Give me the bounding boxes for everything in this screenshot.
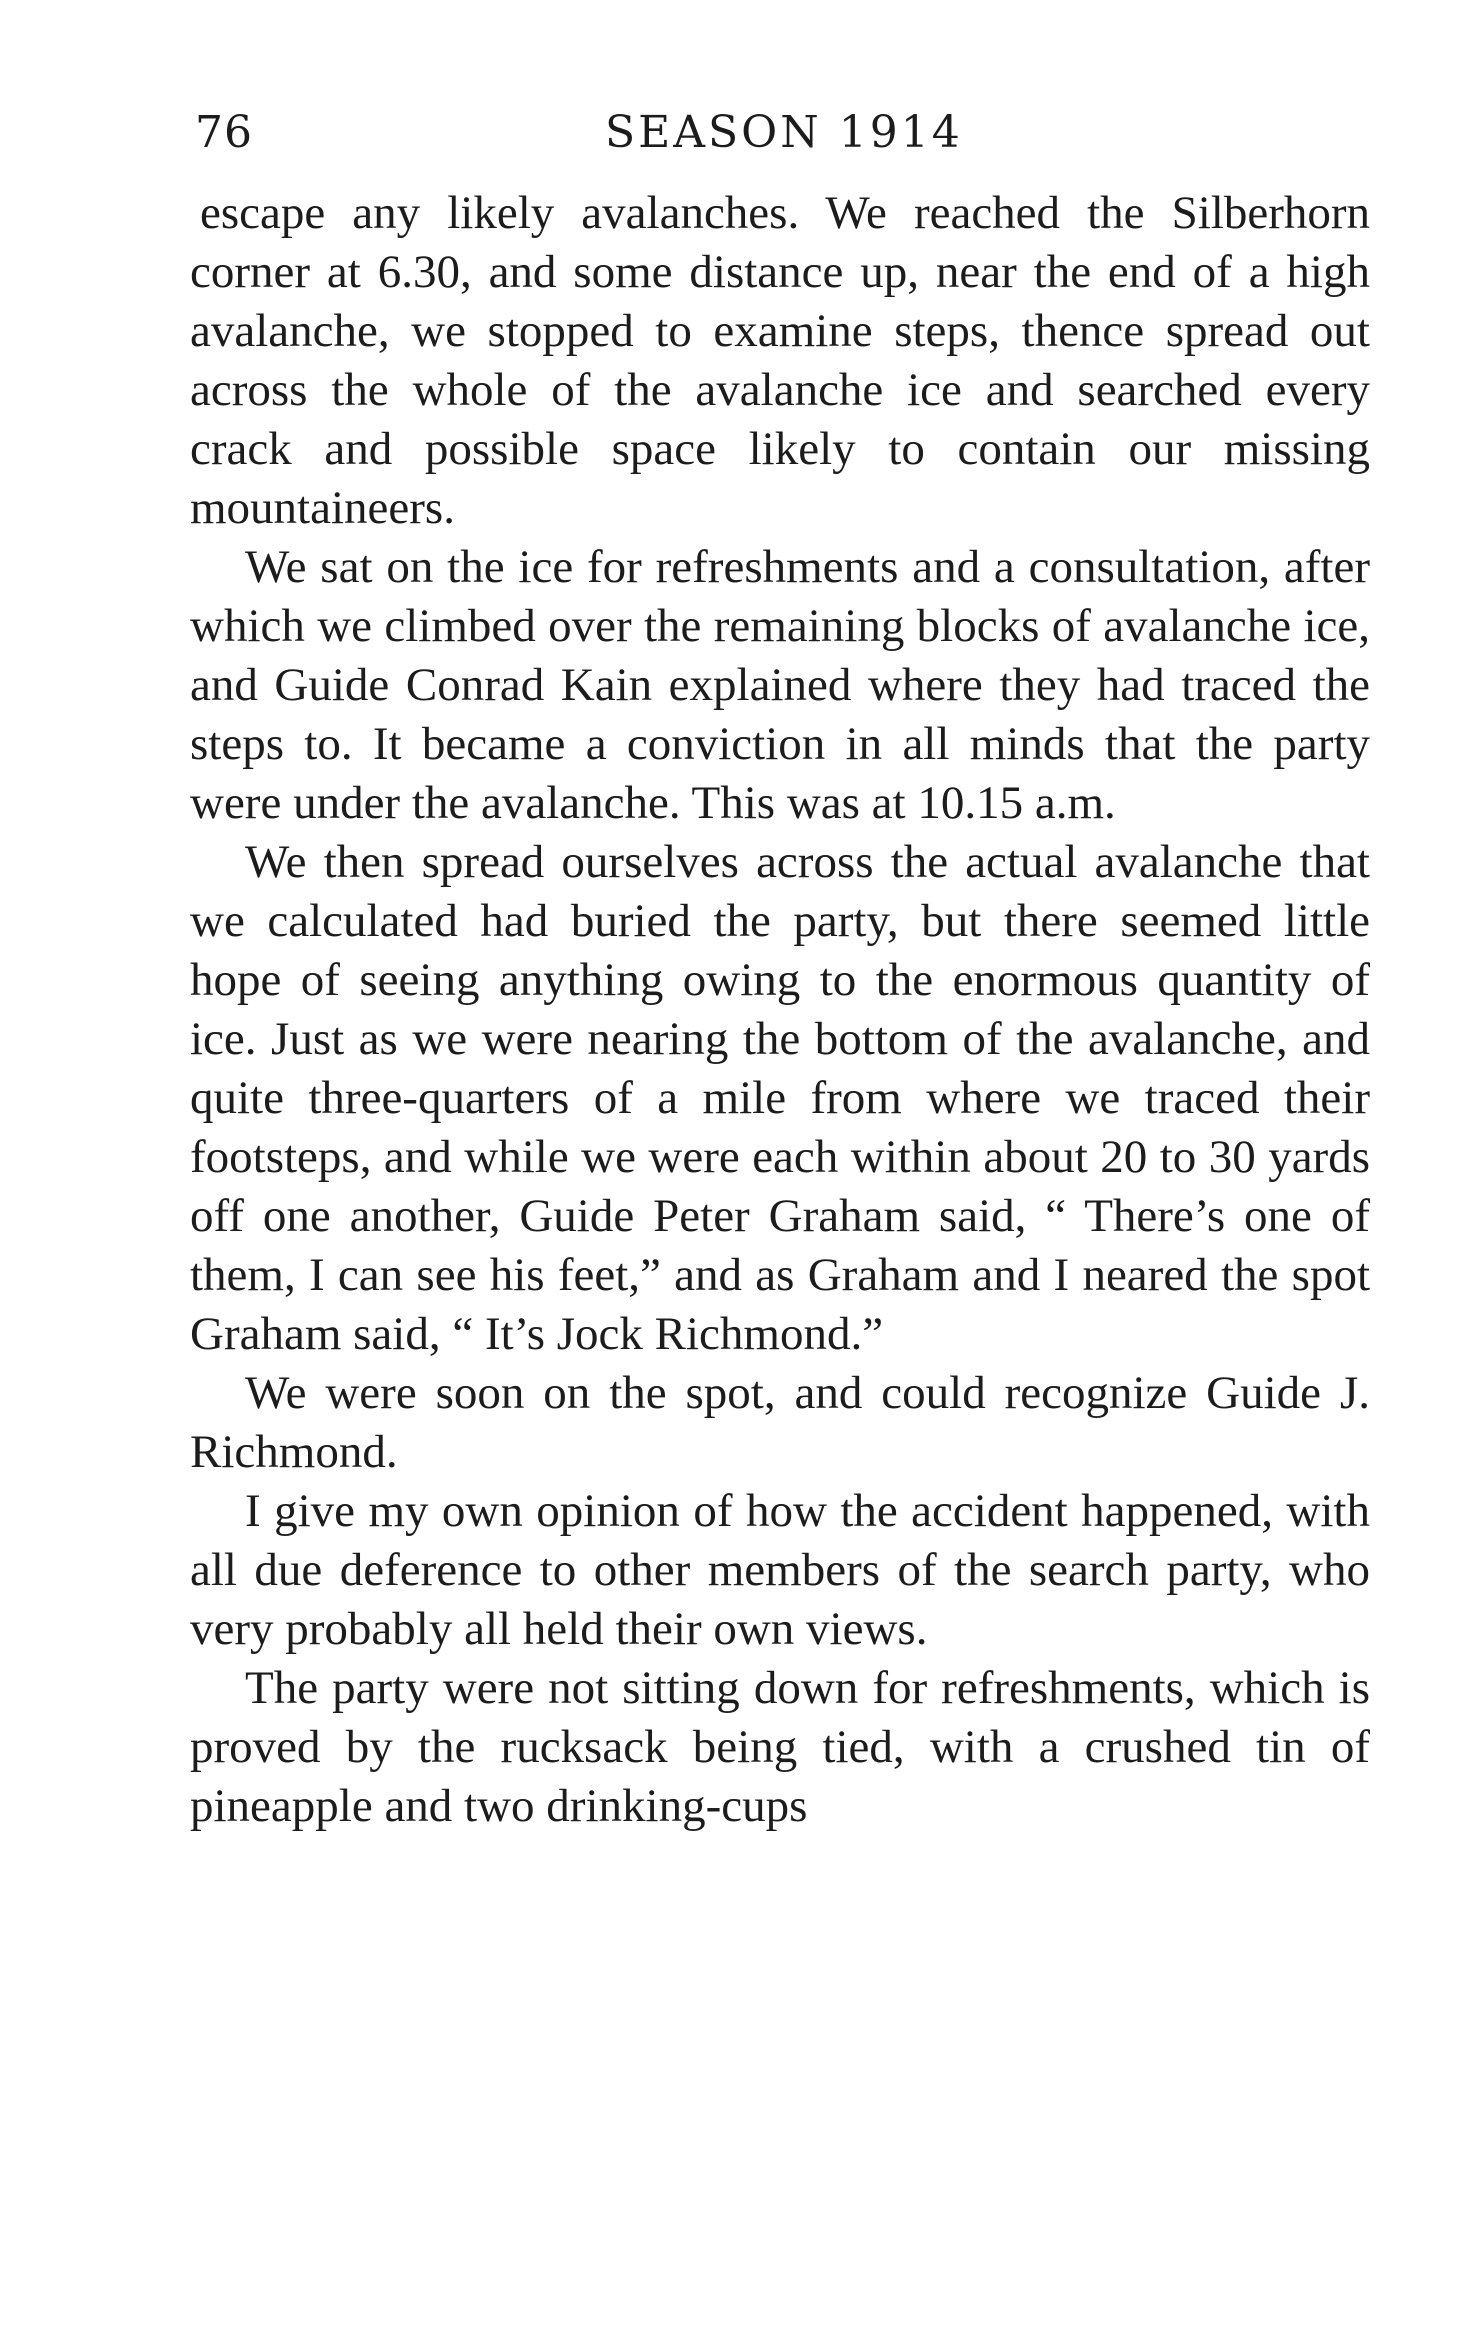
running-title: SEASON 1914 <box>605 107 963 158</box>
paragraph: escape any likely avalanches. We reached the Silberhorn corner at 6.30, and some distance up, near the end of a high avalanche, we stopped to examine steps, thence spread out across the whole of the avalanche ice and searched every crack and possible space likely to contain our missing mountaineers. <box>190 187 1370 534</box>
paragraph: We were soon on the spot, and could recognize Guide J. Richmond. <box>190 1367 1370 1478</box>
paragraph: We sat on the ice for refreshments and a consultation, after which we climbed over the remaining blocks of avalanche ice, and Guide Conrad Kain explained where they had traced the steps to. It became a conviction in all minds that the party were under the avalanche. This was at 10.15 a.m. <box>190 541 1370 829</box>
paragraph: We then spread ourselves across the actual avalanche that we calculated had buried the party, but there seemed little hope of seeing anything owing to the enormous quantity of ice. Just as we were nearing the bottom of the avalanche, and quite three-quarters of a mile from where we traced their footsteps, and while we were each within about 20 to 30 yards off one another, Guide Peter Graham said, “ There’s one of them, I can see his feet,” and as Graham and I neared the spot Graham said, “ It’s Jock Richmond.” <box>190 836 1370 1360</box>
body-text <box>190 184 1370 1836</box>
page-header <box>195 98 1375 168</box>
paragraph: The party were not sitting down for refreshments, which is proved by the rucksack being tied, with a crushed tin of pineapple and two drinking-cups <box>190 1662 1370 1832</box>
paragraph: I give my own opinion of how the accident happened, with all due deference to other members of the search party, who very probably all held their own views. <box>190 1485 1370 1655</box>
page-number: 76 <box>195 107 253 158</box>
